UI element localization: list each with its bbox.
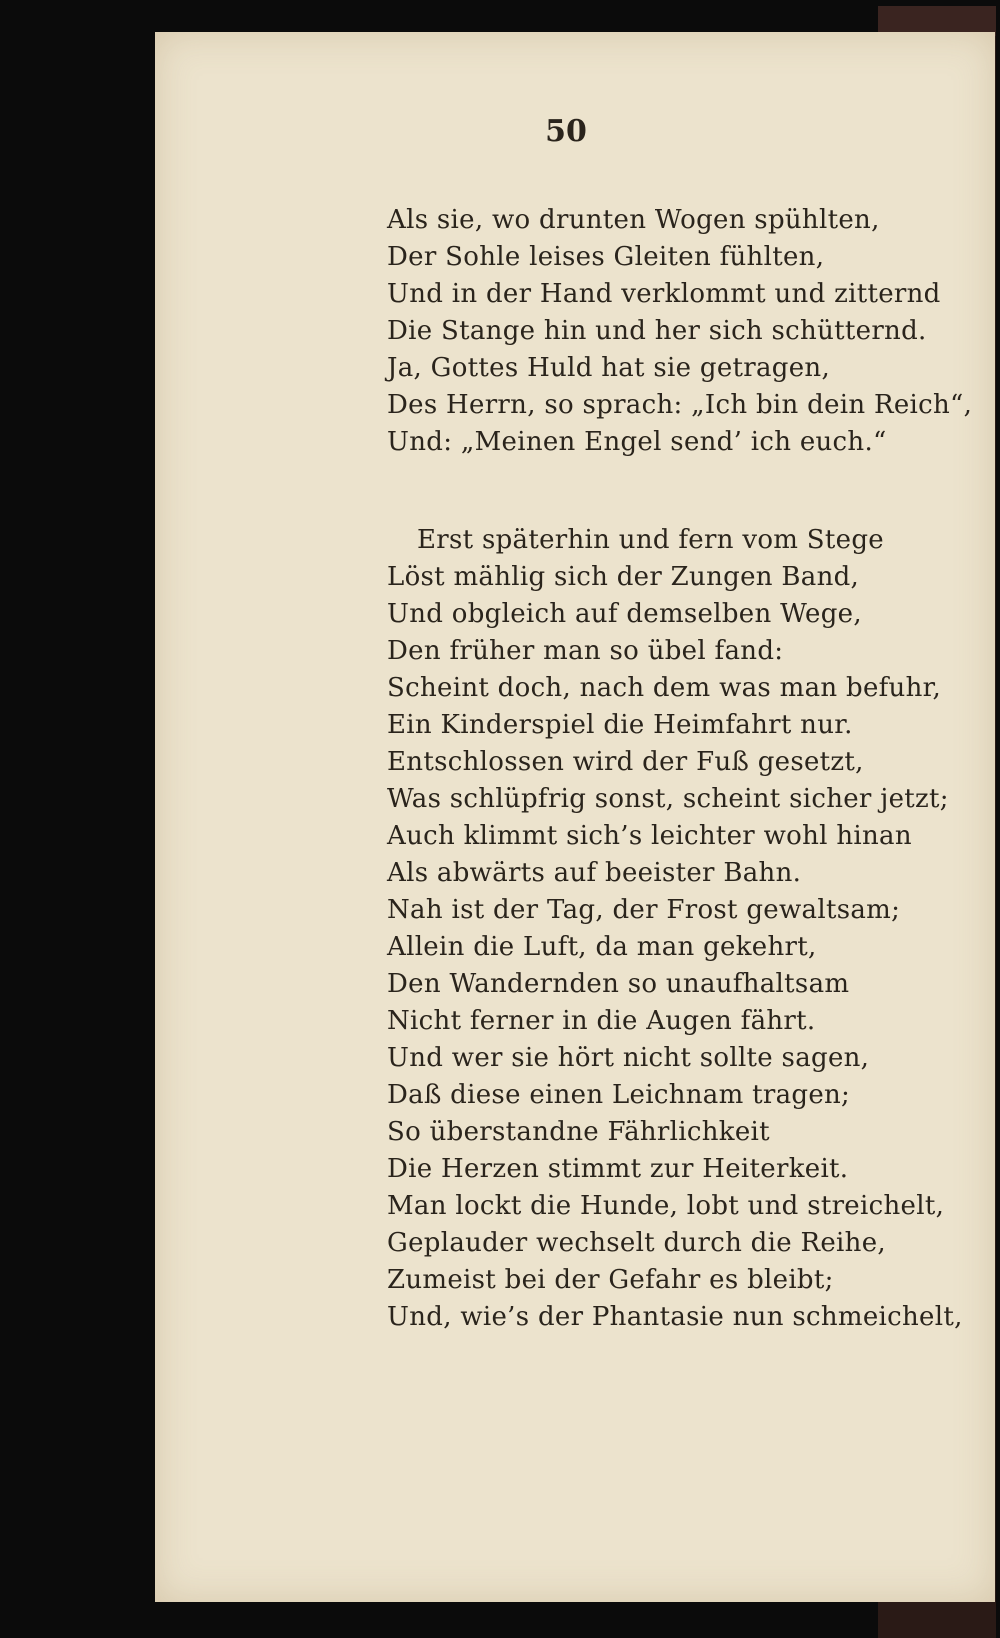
verse-line: Den Wandernden so unaufhaltsam [387, 969, 850, 999]
verse-line: Als abwärts auf beeister Bahn. [387, 858, 802, 888]
verse-line: Scheint doch, nach dem was man befuhr, [387, 673, 942, 703]
verse-line: Daß diese einen Leichnam tragen; [387, 1080, 851, 1110]
verse-line: Zumeist bei der Gefahr es bleibt; [387, 1265, 834, 1295]
verse-line: Und, wie’s der Phantasie nun schmeichelt, [387, 1302, 963, 1332]
verse-line: Und: „Meinen Engel send’ ich euch.“ [387, 427, 887, 457]
verse-line: Der Sohle leises Gleiten fühlten, [387, 242, 825, 272]
verse-line: Und obgleich auf demselben Wege, [387, 599, 862, 629]
verse-line: Löst mählig sich der Zungen Band, [387, 562, 860, 592]
verse-line: Allein die Luft, da man gekehrt, [387, 932, 817, 962]
verse-line: Den früher man so übel fand: [387, 636, 784, 666]
page-number: 50 [545, 114, 587, 149]
stanza-1 [387, 202, 972, 461]
verse-line: Als sie, wo drunten Wogen spühlten, [387, 205, 880, 235]
verse-line: Die Stange hin und her sich schütternd. [387, 316, 927, 346]
verse-line: Geplauder wechselt durch die Reihe, [387, 1228, 886, 1258]
verse-line: Nicht ferner in die Augen fährt. [387, 1006, 816, 1036]
verse-line: Was schlüpfrig sonst, scheint sicher jetzt; [387, 784, 949, 814]
verse-line: Und wer sie hört nicht sollte sagen, [387, 1043, 870, 1073]
verse-line: Erst späterhin und fern vom Stege [417, 525, 884, 555]
verse-line: Auch klimmt sich’s leichter wohl hinan [387, 821, 912, 851]
verse-line: Die Herzen stimmt zur Heiterkeit. [387, 1154, 849, 1184]
verse-line: Entschlossen wird der Fuß gesetzt, [387, 747, 864, 777]
verse-line: Und in der Hand verklommt und zitternd [387, 279, 941, 309]
verse-line: Des Herrn, so sprach: „Ich bin dein Reich“, [387, 390, 973, 420]
verse-line: So überstandne Fährlichkeit [387, 1117, 770, 1147]
verse-line: Ein Kinderspiel die Heimfahrt nur. [387, 710, 853, 740]
book-page [155, 32, 995, 1602]
verse-line: Ja, Gottes Huld hat sie getragen, [387, 353, 831, 383]
verse-line: Nah ist der Tag, der Frost gewaltsam; [387, 895, 901, 925]
stanza-2 [387, 522, 963, 1336]
verse-line: Man lockt die Hunde, lobt und streichelt, [387, 1191, 945, 1221]
